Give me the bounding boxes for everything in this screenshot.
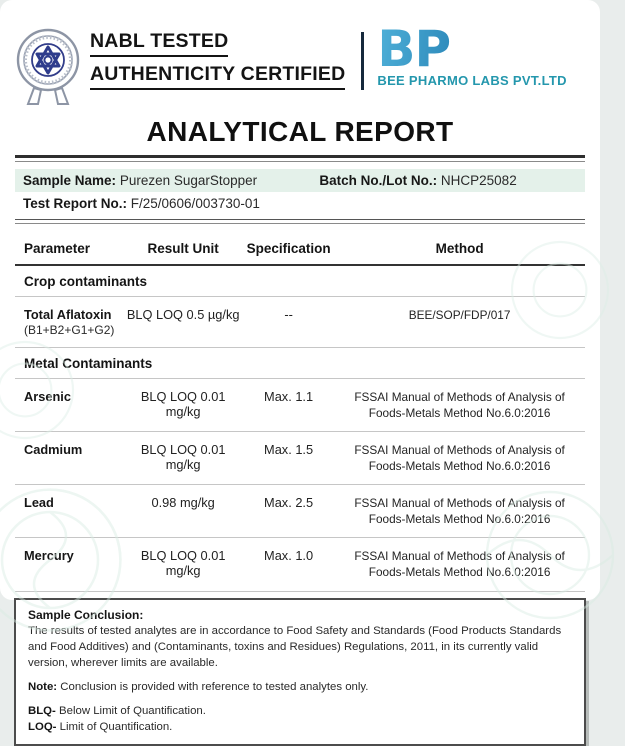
parameter-name: Arsenic [15,379,123,432]
batch-value: NHCP25082 [440,173,517,188]
conclusion-note [28,680,572,696]
specification-value: -- [243,297,334,348]
company-logo [377,20,567,88]
authenticity-certified-label: AUTHENTICITY CERTIFIED [90,63,345,90]
method-value: BEE/SOP/FDP/017 [334,297,585,348]
result-value: BLQ LOQ 0.5 µg/kg [123,297,243,348]
conclusion-title: Sample Conclusion: [28,607,144,622]
loq-definition [28,720,572,735]
sample-name-field [15,169,311,192]
parameter-name: Cadmium [15,432,123,485]
sample-name-value: Purezen SugarStopper [119,173,258,188]
header-divider [361,32,364,90]
method-value: FSSAI Manual of Methods of Analysis of Foods-Metals Method No.6.0:2016 [334,432,585,485]
section-row-crop-contaminants: Crop contaminants [15,265,585,297]
specification-value: Max. 2.5 [243,485,334,538]
company-name: BEE PHARMO LABS PVT.LTD [377,73,567,88]
sample-name-label: Sample Name: [23,173,117,188]
col-header-result-unit: Result Unit [123,232,243,265]
blq-label: BLQ- [28,705,56,718]
specification-value: Max. 1.5 [243,432,334,485]
sample-info [15,169,585,213]
batch-field [311,169,585,192]
loq-label: LOQ- [28,720,57,733]
conclusion-body: The results of tested analytes are in accordance to Food Safety and Standards (Food Products Standards and Food Additives) and (Contaminants, toxins and Residues) Regulations, 2011, in its currently valid version, wherever limits are available. [28,625,562,670]
result-value: BLQ LOQ 0.01 mg/kg [123,432,243,485]
sample-rule [15,219,585,224]
table-row-cadmium [15,432,585,485]
loq-text: Limit of Quantification. [59,720,173,733]
parameter-name: Mercury [15,538,123,591]
report-number-field [15,192,585,213]
result-value: BLQ LOQ 0.01 mg/kg [123,379,243,432]
blq-definition [28,704,572,719]
nabl-certification-text [90,30,345,96]
blq-text: Below Limit of Quantification. [59,705,206,718]
result-value: 0.98 mg/kg [123,485,243,538]
nabl-tested-label: NABL TESTED [90,30,228,57]
header [0,0,600,106]
method-value: FSSAI Manual of Methods of Analysis of Foods-Metals Method No.6.0:2016 [334,379,585,432]
abbreviation-definitions [28,704,572,735]
report-number-value: F/25/0606/003730-01 [130,196,260,211]
results-table [15,232,585,592]
specification-value: Max. 1.1 [243,379,334,432]
table-row-mercury [15,538,585,591]
table-row-total-aflatoxin [15,297,585,348]
note-text: Conclusion is provided with reference to tested analytes only. [60,681,369,694]
method-value: FSSAI Manual of Methods of Analysis of Foods-Metals Method No.6.0:2016 [334,538,585,591]
section-row-metal-contaminants: Metal Contaminants [15,348,585,379]
col-header-parameter: Parameter [15,232,123,265]
table-header-row [15,232,585,265]
method-value: FSSAI Manual of Methods of Analysis of Foods-Metals Method No.6.0:2016 [334,485,585,538]
bp-logo-icon: BP [377,26,566,72]
col-header-specification: Specification [243,232,334,265]
sample-conclusion-box [14,598,586,746]
parameter-name: Lead [15,485,123,538]
table-row-arsenic [15,379,585,432]
report-number-label: Test Report No.: [23,196,127,211]
result-value: BLQ LOQ 0.01 mg/kg [123,538,243,591]
title-rule [15,155,585,162]
table-row-lead [15,485,585,538]
page-title: ANALYTICAL REPORT [146,116,454,147]
parameter-subtext: (B1+B2+G1+G2) [24,323,115,337]
col-header-method: Method [334,232,585,265]
batch-label: Batch No./Lot No.: [319,173,438,188]
specification-value: Max. 1.0 [243,538,334,591]
nabl-seal-icon [16,26,80,106]
note-label: Note: [28,681,58,694]
parameter-name: Total Aflatoxin [24,307,112,322]
